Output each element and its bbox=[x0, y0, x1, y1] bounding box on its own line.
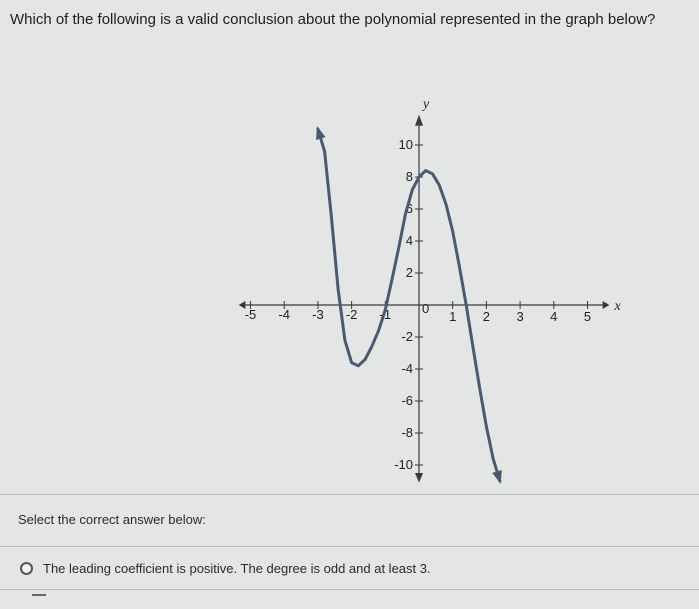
curve-arrow-start bbox=[316, 126, 326, 140]
answer-option-label: The leading coefficient is positive. The degree is odd and at least 3. bbox=[43, 560, 431, 576]
y-tick-label: -4 bbox=[401, 361, 413, 376]
question-text: Which of the following is a valid conclusion about the polynomial represented in the graph below? bbox=[10, 11, 656, 28]
y-axis-arrow-up bbox=[415, 115, 423, 126]
y-tick-label: -6 bbox=[401, 393, 413, 408]
x-tick-label: 0 bbox=[422, 301, 430, 316]
answer-instruction: Select the correct answer below: bbox=[18, 512, 206, 527]
x-tick-label: 2 bbox=[482, 309, 491, 324]
x-tick-label: 4 bbox=[550, 309, 558, 324]
y-tick-label: -8 bbox=[401, 425, 413, 440]
x-tick-label: -1 bbox=[379, 307, 392, 322]
x-tick-label: -4 bbox=[278, 307, 290, 322]
y-axis-arrow-down bbox=[415, 473, 423, 483]
x-tick-label: 5 bbox=[583, 309, 592, 324]
divider-top bbox=[0, 494, 699, 495]
x-tick-label: 1 bbox=[449, 309, 457, 324]
y-tick-label: 2 bbox=[405, 265, 413, 280]
next-option-marker bbox=[32, 594, 46, 596]
x-tick-label: -2 bbox=[345, 307, 358, 322]
y-tick-label: 4 bbox=[405, 233, 413, 248]
divider-mid bbox=[0, 546, 699, 547]
y-tick-label: -2 bbox=[401, 329, 413, 344]
x-tick-label: -3 bbox=[312, 307, 324, 322]
radio-button[interactable] bbox=[20, 562, 33, 575]
divider-bottom bbox=[0, 589, 699, 590]
y-axis-label: y bbox=[423, 97, 430, 113]
answer-option-1[interactable] bbox=[20, 556, 680, 580]
curve-arrow-end bbox=[492, 470, 502, 484]
x-axis-arrow-right bbox=[603, 301, 610, 309]
x-tick-label: -5 bbox=[244, 307, 257, 322]
y-tick-label: -10 bbox=[394, 457, 413, 472]
x-axis-label: x bbox=[614, 299, 621, 314]
x-tick-label: 3 bbox=[516, 309, 524, 324]
y-tick-label: 10 bbox=[398, 137, 413, 152]
y-tick-label: 8 bbox=[405, 169, 413, 184]
y-tick-label: 6 bbox=[405, 201, 413, 216]
